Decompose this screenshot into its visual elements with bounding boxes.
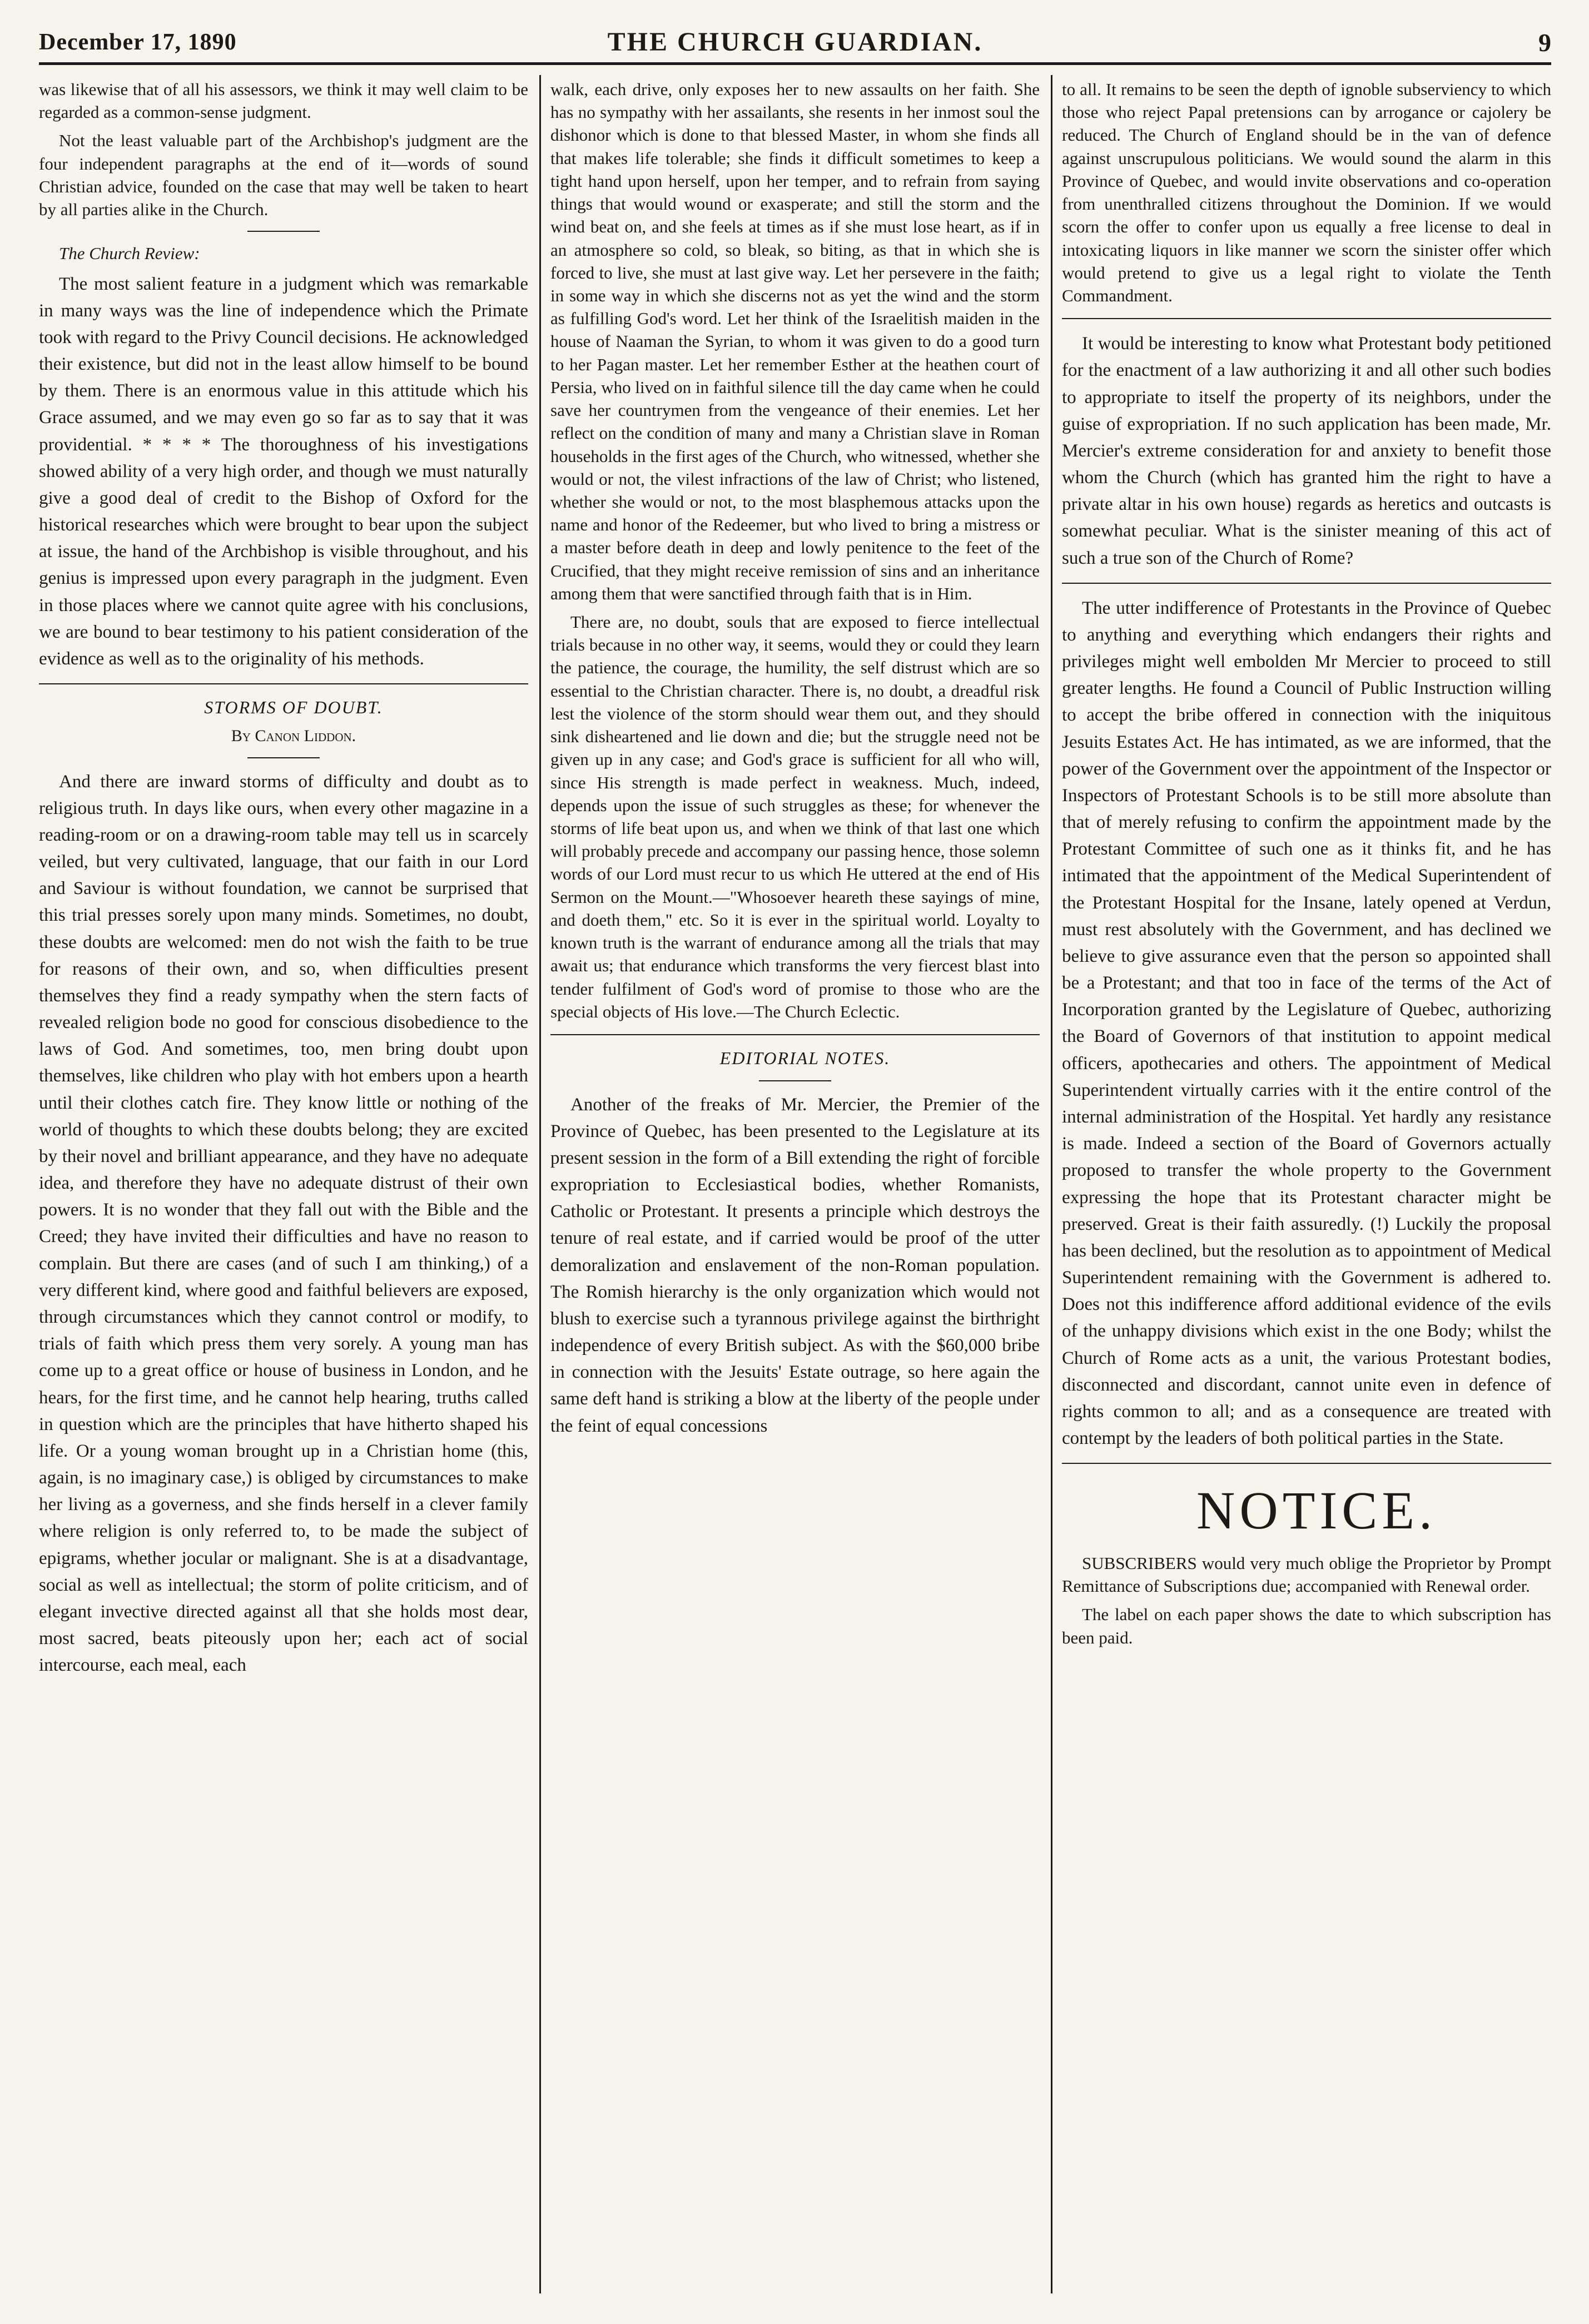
column-3 — [1062, 78, 1551, 2296]
paragraph: Another of the freaks of Mr. Mercier, the Premier of the Province of Quebec, has been presented to the Legislature at its present session in the form of a Bill extending the right of forcible expropriation to Ecclesiastical bodies, whether Romanists, Catholic or Protestant. It presents a principle which destroys the tenure of real estate, and if carried would be proof of the utter demoralization and enslavement of the non-Roman population. The Romish hierarchy is the only organization which would not blush to exercise such a tyrannous privilege against the birthright independence of every British subject. As with the $60,000 bribe in connection with the Jesuits' Estate outrage, so here again the same deft hand is striking a blow at the liberty of the people under the feint of equal concessions — [550, 1094, 1040, 1436]
paragraph: And there are inward storms of difficulty and doubt as to religious truth. In days like ours, when every other magazine in a reading-room or on a drawing-room table may tell us in scarcely veiled, but very cultivated, language, that our faith in our Lord and Saviour is without foundation, we cannot be surprised that this trial presses sorely upon many minds. Sometimes, no doubt, these doubts are welcomed: men do not wish the faith to be true for reasons of their own, and so, when difficulties present themselves they find a ready sympathy when the stern facts of revealed religion bode no good for conscious disobedience to the laws of God. And sometimes, too, men bring doubt upon themselves, like children who play with hot embers upon a hearth until their clothes catch fire. They know little or nothing of the world of thoughts to which these doubts belong; they are excited by their novel and brilliant appearance, and they have no adequate idea, and therefore they have no adequate distrust of their own powers. It is no wonder that they fall out with the Bible and the Creed; they have invited their difficulties and have no reason to complain. But there are cases (and of such I am thinking,) of a very different kind, where good and faithful believers are exposed, through circumstances which they cannot control or modify, to trials of faith which press them very sorely. A young man has come up to a great office or house of business in London, and he hears, for the first time, and he cannot help hearing, truths called in question which are the principles that have hitherto shaped his life. Or a young woman brought up in a Christian home (this, again, is no imaginary case,) is obliged by circumstances to make her living as a governess, and she finds herself in a clever family where religion is only referred to, to be made the subject of epigrams, whether jocular or malignant. She is at a disadvantage, social as well as intellectual; the storm of polite criticism, and of elegant invective directed against all that she holds most dear, most sacred, beats piteously upon her; each act of social intercourse, each meal, each — [39, 771, 528, 1676]
article-byline: By Canon Liddon. — [231, 726, 356, 745]
paragraph: walk, each drive, only exposes her to new assaults on her faith. She has no sympathy with her assailants, she resents in her inmost soul the dishonor which is done to that blessed Master, in whom she finds all that makes life tolerable; she finds it difficult sometimes to keep a tight hand upon herself, upon her temper, and to refrain from saying things that would wound or exasperate; and still the storm and the wind beat on, and she feels at times as if she must lose heart, as if in an atmosphere so cold, so bleak, so biting, as that in which she is forced to live, she must at last give way. Let her persevere in the faith; in some way in which she discerns not as yet the wind and the storm as fulfilling God's word. Let her think of the Israelitish maiden in the house of Naaman the Syrian, to whom it was given to do a good turn to her Pagan master. Let her remember Esther at the heathen court of Persia, who lived on in faithful silence till the day came when he could save her countrymen from the vengeance of their enemies. Let her reflect on the condition of many and many a Christian slave in Roman households in the first ages of the Church, who witnessed, whether she would or not, the vilest infractions of the law of Christ; who listened, whether she would or not, to the most blasphemous attacks upon the name and honor of the Redeemer, but who lived to bring a mistress or a master before death in deep and lowly penitence to the feet of the Crucified, that they might receive remission of sins and an inheritance among them that were sanctified through faith that is in Him. — [550, 80, 1040, 603]
divider — [1062, 318, 1551, 319]
divider — [39, 683, 528, 684]
paragraph: to all. It remains to be seen the depth of ignoble subserviency to which those who reject Papal pretensions can by arrogance or cajolery be reduced. The Church of England should be in the van of defence against unscrupulous politicians. We would sound the alarm in this Province of Quebec, and would invite observations and co-operation from unenthralled citizens throughout the Dominion. If we would scorn the offer to confer upon us equally a free license to deal in intoxicating liquors in like manner we scorn the sinister offer which would pretend to give us a legal right to violate the Tenth Commandment. — [1062, 80, 1551, 305]
notice-heading: NOTICE. — [1196, 1481, 1437, 1541]
column-divider — [539, 75, 541, 2293]
issue-date: December 17, 1890 — [39, 29, 237, 55]
page-number: 9 — [1538, 28, 1551, 57]
column-divider — [1051, 75, 1052, 2293]
divider — [1062, 1463, 1551, 1464]
paragraph: The most salient feature in a judgment which was remarkable in many ways was the line of independence which the Primate took with regard to the Privy Council decisions. He acknowledged their existence, but did not in the least allow himself to be bound by them. There is an enormous value in this attitude which his Grace assumed, and we may even go so far as to say that it was providential. * * * * The thoroughness of his investigations showed ability of a very high order, and though we must naturally give a good deal of credit to the Bishop of Oxford for the historical researches which were brought to bear upon the subject at issue, the hand of the Archbishop is visible throughout, and his genius is impressed upon every paragraph in the judgment. Even in those places where we cannot quite agree with his conclusions, we are bound to bear testimony to his patient consideration of the evidence as well as to the originality of his methods. — [39, 274, 528, 669]
paragraph: SUBSCRIBERS would very much oblige the Proprietor by Prompt Remittance of Subscriptions due; accompanied with Renewal order. — [1062, 1553, 1551, 1596]
source-label: The Church Review: — [59, 244, 200, 264]
divider — [550, 1034, 1040, 1035]
paragraph: was likewise that of all his assessors, we think it may well claim to be regarded as a common-sense judgment. — [39, 80, 528, 122]
masthead — [39, 22, 1551, 65]
article-heading: STORMS OF DOUBT. — [204, 697, 383, 718]
divider — [1062, 583, 1551, 584]
divider — [759, 1080, 831, 1081]
paragraph: The label on each paper shows the date to which subscription has been paid. — [1062, 1605, 1551, 1647]
paragraph: The utter indifference of Protestants in the Province of Quebec to anything and everything which endangers their rights and privileges might well embolden Mr Mercier to proceed to still greater lengths. He found a Council of Public Instruction willing to accept the bribe offered in connection with the iniquitous Jesuits Estates Act. He has intimated, as we are informed, that the power of the Government over the appointment of the Inspector or Inspectors of Protestant Schools is to be still more absolute than that of merely refusing to confirm the appointment made by the Protestant Committee of such one as it thinks fit, and he has intimated that the appointment of the Medical Superintendent of the Protestant Hospital for the Insane, lately opened at Verdun, must rest absolutely with the Government, and has declined we believe to give assurance even that the person so appointed shall be a Protestant; and that too in face of the terms of the Act of Incorporation granted by the Legislature of Quebec, authorizing the Board of Governors of that institution to appoint medical officers, apothecaries and others. The appointment of Medical Superintendent virtually carries with it the entire control of the internal administration of the Hospital. Yet hardly any resistance is made. Indeed a section of the Board of Governors actually proposed to transfer the whole property to the Government expressing the hope that its Protestant character might be preserved. Great is their faith assuredly. (!) Luckily the proposal has been declined, but the resolution as to appointment of Medical Superintendent remaining with the Government is adhered to. Does not this indifference afford additional evidence of the evils of the unhappy divisions which exist in the one Body; whilst the Church of Rome acts as a unit, the various Protestant bodies, disconnected and discordant, cannot unite even in defence of rights common to all; and as a consequence are treated with contempt by the leaders of both political parties in the State. — [1062, 598, 1551, 1449]
section-heading: EDITORIAL NOTES. — [719, 1047, 891, 1068]
paragraph: Not the least valuable part of the Archbishop's judgment are the four independent paragraphs at the end of it—words of sound Christian advice, founded on the case that may well be taken to heart by all parties alike in the Church. — [39, 131, 528, 220]
paragraph: There are, no doubt, souls that are exposed to fierce intellectual trials because in no other way, it seems, would they or could they learn the patience, the courage, the humility, the self distrust which are so essential to the Christian character. There is, no doubt, a dreadful risk lest the violence of the storm should wear them out, and they should sink disheartened and lie down and die; but the struggle need not be given up in any case; and God's grace is sufficient for all who will, since His strength is made perfect in weakness. Much, indeed, depends upon the issue of such struggles as these; for whenever the storms of life beat upon us, and when we think of that last one which will probably precede and accompany our passing hence, those solemn words of our Lord must recur to us which He uttered at the end of His Sermon on the Mount.—"Whosoever heareth these sayings of mine, and doeth them," etc. So it is ever in the spiritual world. Loyalty to known truth is the warrant of endurance among all the trials that may await us; that endurance which transforms the very fiercest blast into tender fulfilment of God's word of promise to those who are the special objects of His love.—The Church Eclectic. — [550, 612, 1040, 1021]
divider — [247, 231, 320, 232]
paragraph: It would be interesting to know what Protestant body petitioned for the enactment of a law authorizing it and all other such bodies to appropriate to itself the property of its neighbors, under the guise of expropriation. If no such application has been made, Mr. Mercier's extreme consideration for and anxiety to benefit those whom the Church (which has granted him the right to have a private altar in his own house) regards as heretics and outcasts is somewhat peculiar. What is the sinister meaning of this act of such a true son of the Church of Rome? — [1062, 334, 1551, 568]
divider — [247, 757, 320, 758]
column-1 — [39, 78, 528, 2296]
newspaper-title: THE CHURCH GUARDIAN. — [607, 27, 983, 57]
column-2 — [550, 78, 1040, 2296]
